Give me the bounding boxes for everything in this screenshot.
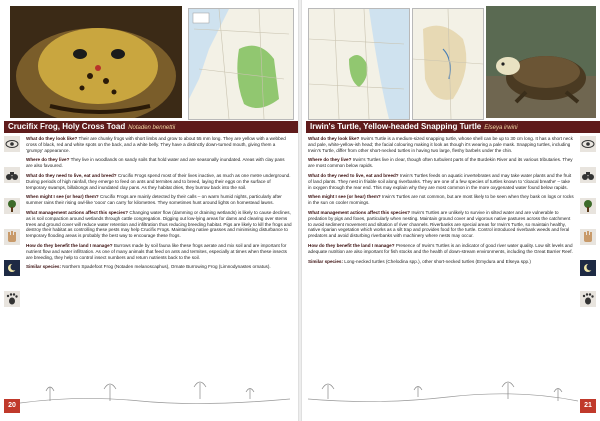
section-answer: Irwin's Turtles live in clear, though often turbulent parts of the Burdekin River and its various tributaries. They are most common below rapids.	[308, 157, 573, 169]
tree-icon	[580, 198, 596, 214]
left-section-4	[26, 210, 292, 239]
footprint-icon	[580, 291, 596, 307]
left-section-2	[26, 173, 292, 190]
right-section-6	[308, 259, 574, 265]
turtle-inset-map	[412, 8, 484, 120]
section-answer: Crucifix Frogs are mainly detected by their calls – on warm humid nights, particularly after summer rains their rising owl-like 'oooo' can carry for kilometres. They sometimes hunt around lights on homestead lawns.	[26, 194, 282, 206]
left-section-5	[26, 243, 292, 260]
section-question: What management actions affect this species?	[308, 209, 411, 215]
left-page-number: 20	[4, 399, 20, 413]
binoculars-icon	[4, 167, 20, 183]
section-answer: Changing water flow (damming or draining wetlands) is likely to cause declines, as is soil compaction around wetlands through cattle congregation. Digging out low-lying areas for dams and clearing over stems trees and ground cover will reduce water retention and infiltration thus reducing breeding habitat. Pigs are likely to kill the frogs and destroy their habitat as controlling these pests may help Crucifix Frogs. Maintaining native grasses and minimising disturbance to temporary flooding areas is probably the best way to encourage these frogs.	[26, 209, 292, 239]
section-answer: Crucifix Frogs spend most of their lives inactive, as much as one metre underground. During periods of high rainfall, they emerge to feed on ants and termites and to breed, laying their eggs on the surface of temporary swamps, billabongs and inundated clay pans. As they habitat dries, they burrow back into the soil.	[26, 172, 291, 190]
section-question: Similar species:	[308, 258, 343, 264]
section-question: Where do they live?	[26, 157, 70, 163]
right-section-5	[308, 243, 574, 255]
section-answer: Burrows made by soil fauna like these frogs aerate and mix soil and are important for nutrient flow and water infiltration. As one of many animals that feed on ants and termites, especially at times when these insects are breeding, they help to control insect numbers and return nutrients back to the soil.	[26, 242, 287, 260]
left-page	[0, 0, 298, 421]
section-answer: They live in woodlands on sandy soils that hold water and are seasonally inundated. Areas with clay pans are also favoured.	[26, 157, 285, 169]
turtle-photo-image	[486, 6, 596, 118]
inset-map-image	[413, 9, 483, 119]
section-question: What do they look like?	[26, 136, 78, 141]
frog-distribution-map	[188, 8, 294, 120]
map-image	[309, 9, 409, 119]
moon-icon	[4, 260, 20, 276]
section-answer: Long-necked turtles (Chelodina spp.), other short-necked turtles (Emydura and Elseya spp.)	[344, 258, 531, 264]
section-question: What do they need to live, eat and breed?	[26, 172, 117, 178]
right-species-title: Irwin's Turtle, Yellow-headed Snapping Turtle	[310, 122, 482, 131]
right-scientific-name: Elseya irwini	[484, 125, 518, 131]
section-question: Similar species:	[26, 264, 61, 270]
left-section-0	[26, 136, 292, 153]
right-page-number: 21	[580, 399, 596, 413]
section-answer: Their are chunky frogs with short limbs and grow to about 55 mm long. They are yellow with a webbed cross of black, red and white spots on the back, and a white belly. They have a distinctly down-turned mouth, giving them a 'grumpy' appearance.	[26, 136, 286, 153]
frog-photo-image	[10, 6, 182, 118]
section-question: When might I see (or hear) them?	[308, 194, 381, 200]
right-title-bar	[306, 121, 600, 133]
section-answer: Irwin's Turtle is a medium-sized snapping turtle, whose shell can be up to 30 cm long. It has a short neck and pale, white-yellow-ish head; the facial colouring making it look as though it's wearing a pale mask. Snapping turtles, including Irwin's Turtle, differ from other short-necked turtles in having two large, fleshy barbels under the chin.	[308, 136, 573, 153]
turtle-distribution-map	[308, 8, 410, 120]
section-question: How do they benefit the land I manage?	[26, 242, 113, 248]
left-landscape-illustration	[20, 377, 290, 407]
left-scientific-name: Notaden bennettii	[128, 125, 176, 131]
right-section-0	[308, 136, 574, 153]
right-section-4	[308, 210, 574, 239]
section-question: When might I see (or hear) them?	[26, 194, 99, 200]
binoculars-icon	[580, 167, 596, 183]
section-answer: Presence of Irwin's Turtles is an indicator of good river water quality. Low silt levels and adequate nutrition are also important for fish stocks and the health of down-stream environments, including the Great Barrier Reef.	[308, 242, 573, 254]
right-text-column	[308, 136, 574, 268]
eye-icon	[580, 136, 596, 152]
map-image	[189, 9, 293, 119]
left-species-title: Crucifix Frog, Holy Cross Toad	[8, 122, 126, 131]
hand-icon	[580, 229, 596, 245]
left-icon-column	[4, 136, 22, 322]
right-section-3	[308, 194, 574, 206]
section-question: What management actions affect this species?	[26, 209, 129, 215]
right-section-1	[308, 157, 574, 169]
right-section-2	[308, 173, 574, 190]
tree-icon	[4, 198, 20, 214]
left-title-bar	[4, 121, 298, 133]
section-question: How do they benefit the land I manage?	[308, 242, 395, 248]
footprint-icon	[4, 291, 20, 307]
right-page	[302, 0, 600, 421]
left-section-6	[26, 264, 292, 270]
right-icon-column	[580, 136, 598, 322]
section-question: What do they look like?	[308, 136, 360, 141]
eye-icon	[4, 136, 20, 152]
section-answer: Northern Spadefoot Frog (Notaden melanoscaphus), Ornate Burrowing Frog (Limnodynastes ornatus).	[62, 264, 271, 270]
section-answer: Irwin's Turtles are not common, but are most likely to be seen when they bask on logs or rocks in the sun on cooler mornings.	[308, 194, 574, 206]
section-question: What do they need to live, eat and breed?	[308, 172, 399, 178]
left-text-column	[26, 136, 292, 274]
left-section-3	[26, 194, 292, 206]
left-section-1	[26, 157, 292, 169]
turtle-photo	[486, 6, 596, 118]
section-answer: Irwin's Turtles feeds on aquatic invertebrates and may take water plants and the fruit of land plants. They nest in friable soil along riverbanks. They are one of a few species of turtles known to 'cloacal breathe' – take in oxygen through the rear end. This may explain why they are most common in the more oxygenated water found below rapids.	[308, 172, 572, 190]
section-question: Where do they live?	[308, 157, 352, 163]
hand-icon	[4, 229, 20, 245]
section-answer: Irwin's Turtles are unlikely to survive in silted water and are vulnerable to predation by pigs and foxes, particularly when nesting. Maintain ground cover and vigorous native pastures across the catchment to avoid sediment movement and siltation of river channels. Riverbanks are special areas for Irwin's Turtle, so maintain healthy, native riparian vegetation which works as a silt trap and provides food for the turtle. Control introduced riverbank weeds and feral predators and avoid disturbing riverbanks with machinery where nests may occur.	[308, 209, 571, 239]
frog-photo	[10, 6, 182, 118]
right-landscape-illustration	[308, 377, 578, 407]
moon-icon	[580, 260, 596, 276]
